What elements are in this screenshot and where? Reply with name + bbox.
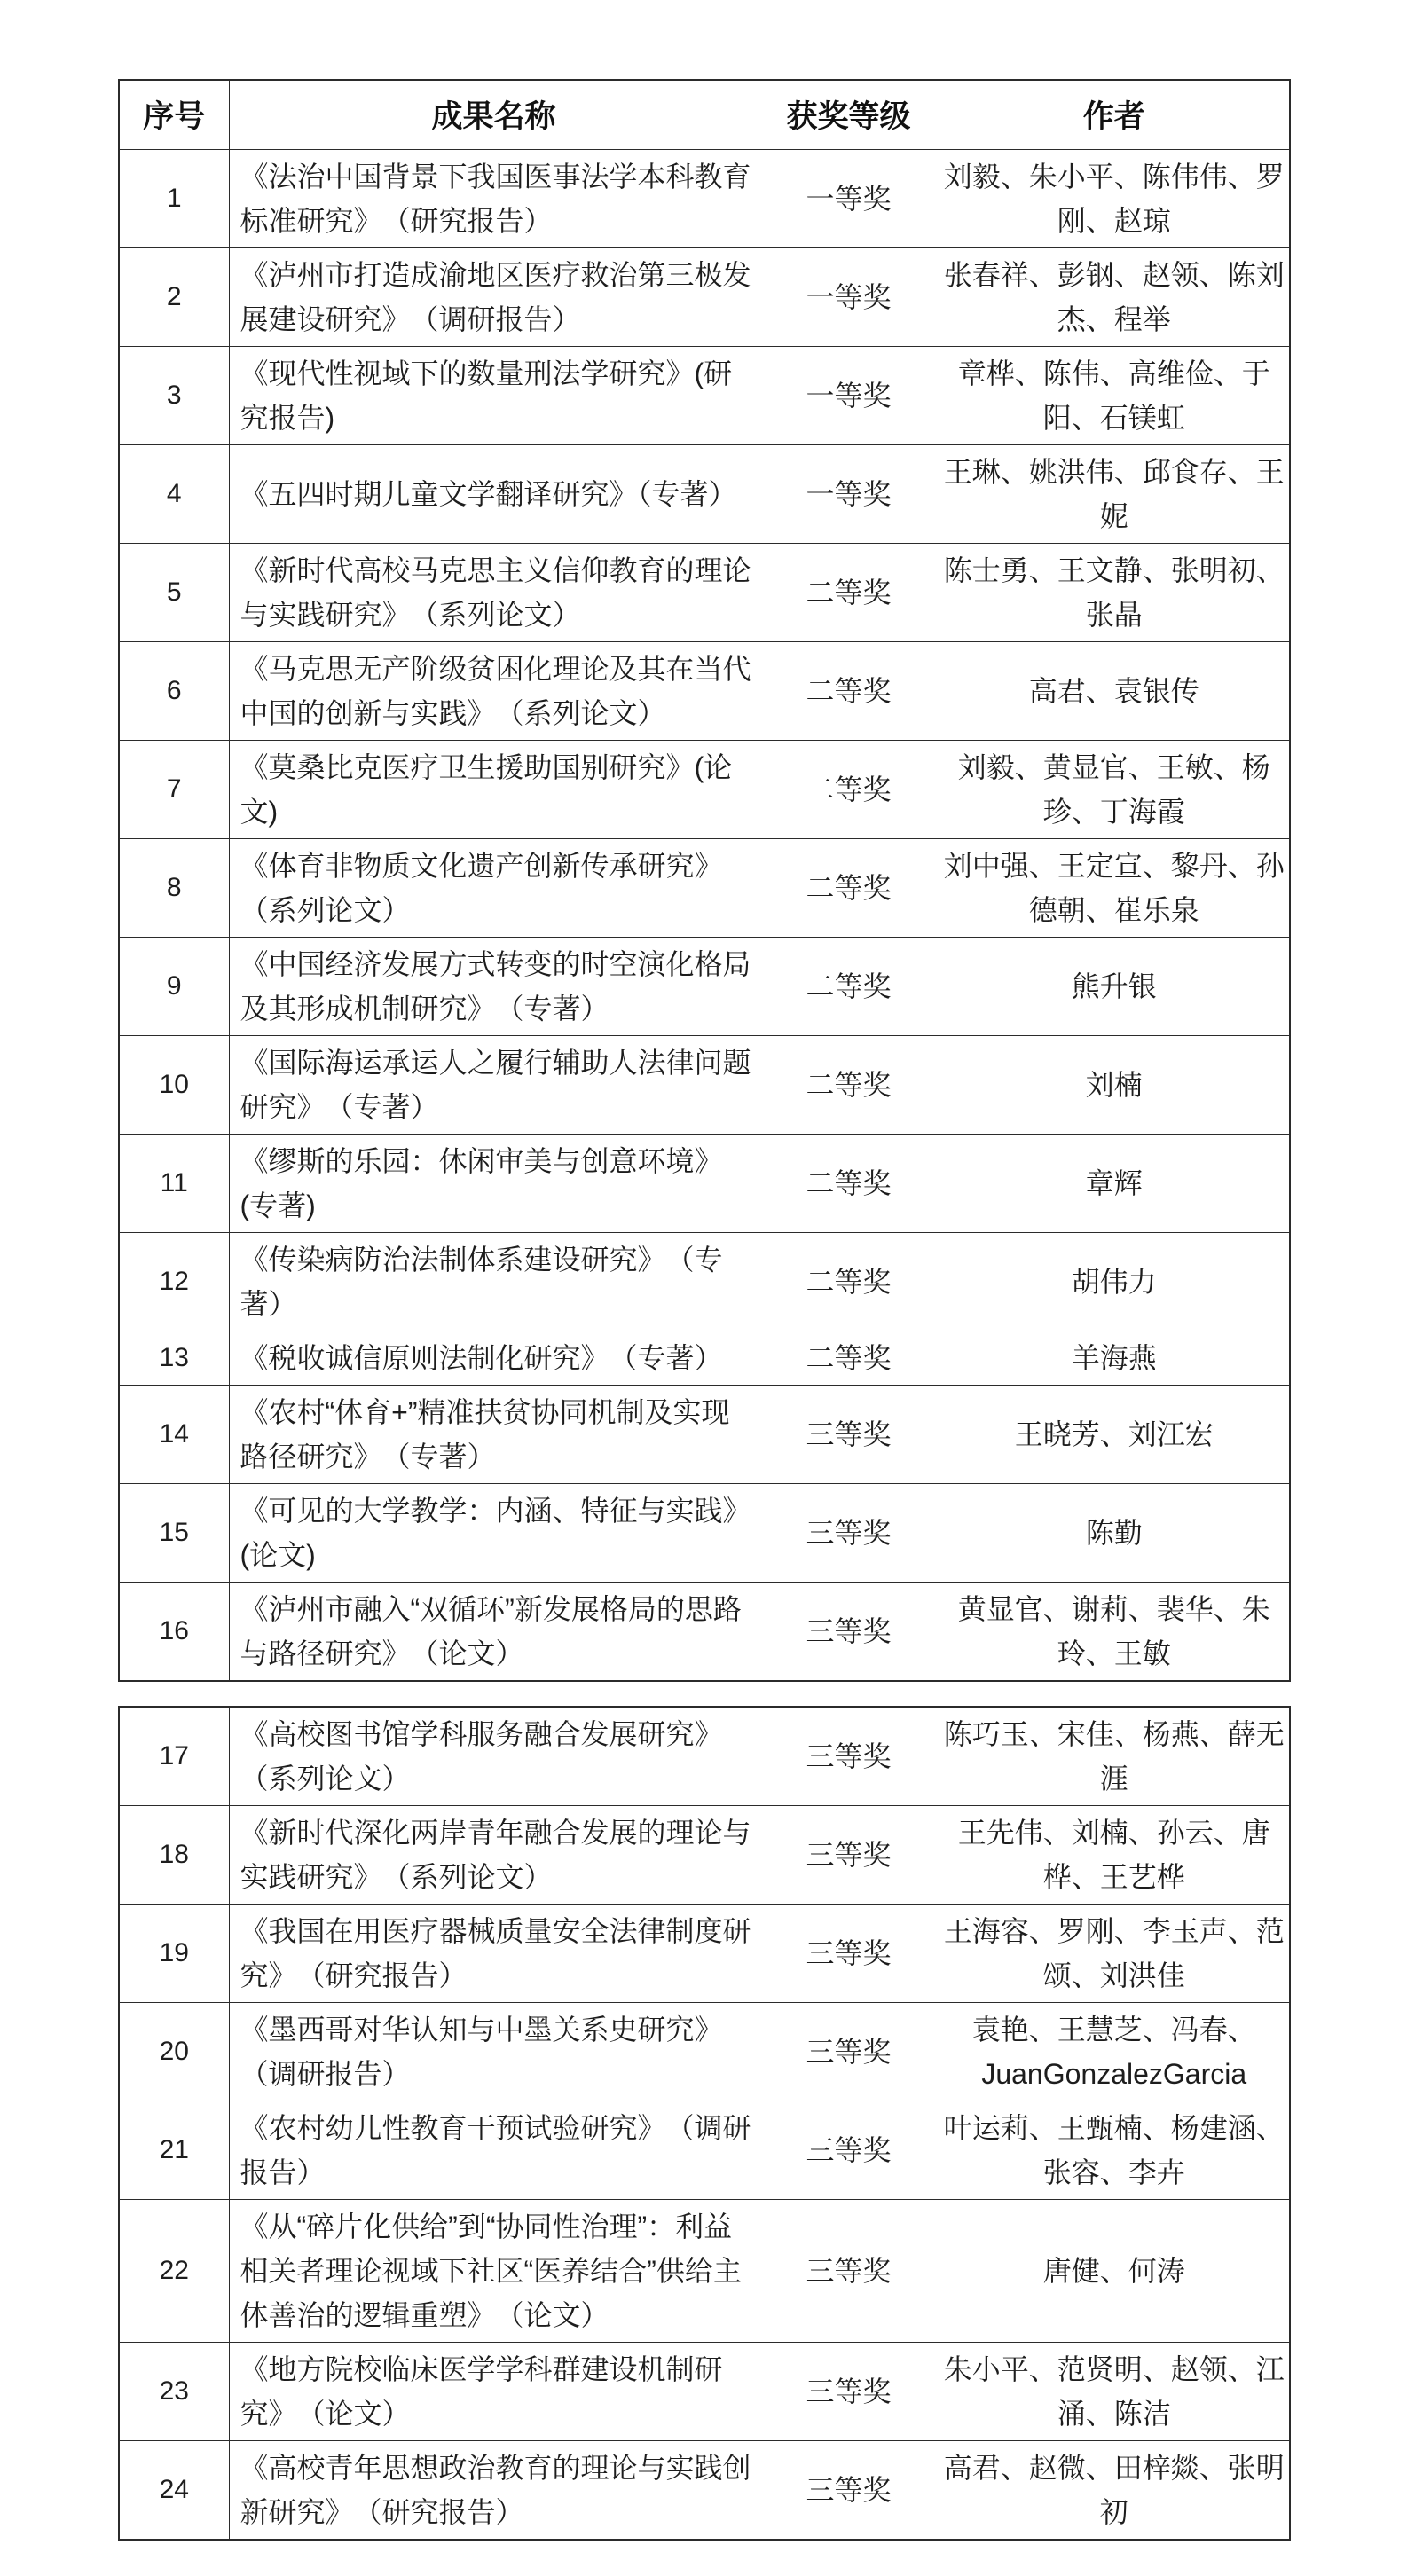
cell-title: 《税收诚信原则法制化研究》 （专著） (229, 1331, 759, 1385)
cell-authors: 唐健、何涛 (939, 2199, 1290, 2342)
cell-authors: 羊海燕 (939, 1331, 1290, 1385)
cell-no: 11 (119, 1134, 229, 1232)
cell-award: 一等奖 (759, 149, 939, 247)
cell-award: 二等奖 (759, 1232, 939, 1331)
cell-title: 《现代性视域下的数量刑法学研究》(研究报告) (229, 346, 759, 444)
cell-title: 《传染病防治法制体系建设研究》 （专著） (229, 1232, 759, 1331)
cell-award: 三等奖 (759, 2101, 939, 2199)
cell-title: 《泸州市融入“双循环”新发展格局的思路与路径研究》 （论文） (229, 1582, 759, 1681)
awards-table-1 (118, 79, 1291, 1682)
table-row (119, 444, 1290, 543)
cell-award: 三等奖 (759, 1805, 939, 1904)
cell-title: 《高校青年思想政治教育的理论与实践创新研究》 （研究报告） (229, 2440, 759, 2540)
awards-table-1-body (119, 149, 1290, 1681)
cell-title: 《法治中国背景下我国医事法学本科教育标准研究》 （研究报告） (229, 149, 759, 247)
cell-authors: 叶运莉、王甄楠、杨建涵、张容、李卉 (939, 2101, 1290, 2199)
cell-authors: 袁艳、王慧芝、冯春、JuanGonzalezGarcia (939, 2002, 1290, 2101)
cell-award: 三等奖 (759, 2342, 939, 2440)
awards-table-2 (118, 1706, 1291, 2541)
cell-award: 三等奖 (759, 1385, 939, 1483)
table-row (119, 346, 1290, 444)
cell-no: 10 (119, 1035, 229, 1134)
table-row (119, 1035, 1290, 1134)
cell-title: 《莫桑比克医疗卫生援助国别研究》(论文) (229, 740, 759, 838)
cell-title: 《可见的大学教学：内涵、特征与实践》(论文) (229, 1483, 759, 1582)
cell-award: 三等奖 (759, 2199, 939, 2342)
cell-no: 20 (119, 2002, 229, 2101)
awards-table-2-body (119, 1707, 1290, 2540)
cell-title: 《从“碎片化供给”到“协同性治理”：利益相关者理论视域下社区“医养结合”供给主体善治的逻辑重塑》 （论文） (229, 2199, 759, 2342)
cell-no: 17 (119, 1707, 229, 1806)
header-cell-title: 成果名称 (229, 80, 759, 149)
cell-title: 《国际海运承运人之履行辅助人法律问题研究》 （专著） (229, 1035, 759, 1134)
header-cell-award: 获奖等级 (759, 80, 939, 149)
cell-award: 二等奖 (759, 1331, 939, 1385)
cell-authors: 章桦、陈伟、高维俭、于阳、石镁虹 (939, 346, 1290, 444)
cell-no: 5 (119, 543, 229, 641)
cell-title: 《泸州市打造成渝地区医疗救治第三极发展建设研究》 （调研报告） (229, 247, 759, 346)
cell-title: 《马克思无产阶级贫困化理论及其在当代中国的创新与实践》 （系列论文） (229, 641, 759, 740)
cell-no: 21 (119, 2101, 229, 2199)
cell-award: 二等奖 (759, 1035, 939, 1134)
cell-authors: 朱小平、范贤明、赵领、江涌、陈洁 (939, 2342, 1290, 2440)
cell-authors: 熊升银 (939, 937, 1290, 1035)
cell-title: 《地方院校临床医学学科群建设机制研究》 （论文） (229, 2342, 759, 2440)
cell-no: 23 (119, 2342, 229, 2440)
cell-award: 二等奖 (759, 543, 939, 641)
table-row (119, 1707, 1290, 1806)
table-row (119, 641, 1290, 740)
cell-title: 《体育非物质文化遗产创新传承研究》（系列论文） (229, 838, 759, 937)
cell-authors: 刘中强、王定宣、黎丹、孙德朝、崔乐泉 (939, 838, 1290, 937)
cell-no: 18 (119, 1805, 229, 1904)
cell-award: 一等奖 (759, 247, 939, 346)
cell-title: 《新时代深化两岸青年融合发展的理论与实践研究》 （系列论文） (229, 1805, 759, 1904)
cell-title: 《农村幼儿性教育干预试验研究》 （调研报告） (229, 2101, 759, 2199)
cell-authors: 王先伟、刘楠、孙云、唐桦、王艺桦 (939, 1805, 1290, 1904)
cell-award: 三等奖 (759, 2002, 939, 2101)
table-row (119, 1904, 1290, 2002)
cell-title: 《缪斯的乐园：休闲审美与创意环境》(专著) (229, 1134, 759, 1232)
cell-authors: 高君、袁银传 (939, 641, 1290, 740)
table-row (119, 1385, 1290, 1483)
table-row (119, 1232, 1290, 1331)
table-row (119, 2199, 1290, 2342)
table-row (119, 149, 1290, 247)
cell-no: 13 (119, 1331, 229, 1385)
cell-title: 《中国经济发展方式转变的时空演化格局及其形成机制研究》 （专著） (229, 937, 759, 1035)
cell-authors: 王琳、姚洪伟、邱食存、王妮 (939, 444, 1290, 543)
table-row (119, 247, 1290, 346)
cell-title: 《我国在用医疗器械质量安全法律制度研究》 （研究报告） (229, 1904, 759, 2002)
cell-authors: 章辉 (939, 1134, 1290, 1232)
table-row (119, 543, 1290, 641)
cell-title: 《五四时期儿童文学翻译研究》（专著） (229, 444, 759, 543)
cell-award: 二等奖 (759, 838, 939, 937)
cell-authors: 陈勤 (939, 1483, 1290, 1582)
cell-no: 12 (119, 1232, 229, 1331)
cell-authors: 胡伟力 (939, 1232, 1290, 1331)
cell-award: 三等奖 (759, 2440, 939, 2540)
cell-award: 一等奖 (759, 346, 939, 444)
cell-no: 16 (119, 1582, 229, 1681)
cell-authors: 高君、赵微、田梓燚、张明初 (939, 2440, 1290, 2540)
cell-title: 《新时代高校马克思主义信仰教育的理论与实践研究》 （系列论文） (229, 543, 759, 641)
header-cell-no: 序号 (119, 80, 229, 149)
table-row (119, 838, 1290, 937)
cell-award: 三等奖 (759, 1582, 939, 1681)
table-row (119, 1331, 1290, 1385)
cell-award: 二等奖 (759, 937, 939, 1035)
table-row (119, 1134, 1290, 1232)
cell-award: 三等奖 (759, 1707, 939, 1806)
cell-authors: 陈巧玉、宋佳、杨燕、薛无涯 (939, 1707, 1290, 1806)
cell-award: 一等奖 (759, 444, 939, 543)
cell-title: 《农村“体育+”精准扶贫协同机制及实现路径研究》 （专著） (229, 1385, 759, 1483)
table-header-row (119, 80, 1290, 149)
table-row (119, 937, 1290, 1035)
table-row (119, 2342, 1290, 2440)
header-cell-authors: 作者 (939, 80, 1290, 149)
cell-title: 《高校图书馆学科服务融合发展研究》（系列论文） (229, 1707, 759, 1806)
cell-no: 24 (119, 2440, 229, 2540)
cell-no: 6 (119, 641, 229, 740)
cell-no: 2 (119, 247, 229, 346)
table-row (119, 2440, 1290, 2540)
table-row (119, 740, 1290, 838)
cell-authors: 张春祥、彭钢、赵领、陈刘杰、程举 (939, 247, 1290, 346)
cell-no: 15 (119, 1483, 229, 1582)
cell-title: 《墨西哥对华认知与中墨关系史研究》（调研报告） (229, 2002, 759, 2101)
table-row (119, 1582, 1290, 1681)
cell-no: 1 (119, 149, 229, 247)
cell-award: 三等奖 (759, 1483, 939, 1582)
cell-no: 4 (119, 444, 229, 543)
cell-authors: 王海容、罗刚、李玉声、范颂、刘洪佳 (939, 1904, 1290, 2002)
cell-award: 三等奖 (759, 1904, 939, 2002)
table-row (119, 2101, 1290, 2199)
cell-authors: 刘毅、黄显官、王敏、杨珍、丁海霞 (939, 740, 1290, 838)
cell-no: 19 (119, 1904, 229, 2002)
cell-authors: 黄显官、谢莉、裴华、朱玲、王敏 (939, 1582, 1290, 1681)
cell-award: 二等奖 (759, 1134, 939, 1232)
cell-no: 3 (119, 346, 229, 444)
cell-no: 14 (119, 1385, 229, 1483)
cell-authors: 陈士勇、王文静、张明初、张晶 (939, 543, 1290, 641)
cell-no: 7 (119, 740, 229, 838)
cell-no: 9 (119, 937, 229, 1035)
table-row (119, 2002, 1290, 2101)
table-header-row (119, 80, 1290, 149)
cell-authors: 王晓芳、刘江宏 (939, 1385, 1290, 1483)
cell-no: 22 (119, 2199, 229, 2342)
cell-no: 8 (119, 838, 229, 937)
cell-award: 二等奖 (759, 641, 939, 740)
table-row (119, 1483, 1290, 1582)
cell-award: 二等奖 (759, 740, 939, 838)
table-row (119, 1805, 1290, 1904)
cell-authors: 刘楠 (939, 1035, 1290, 1134)
cell-authors: 刘毅、朱小平、陈伟伟、罗刚、赵琼 (939, 149, 1290, 247)
